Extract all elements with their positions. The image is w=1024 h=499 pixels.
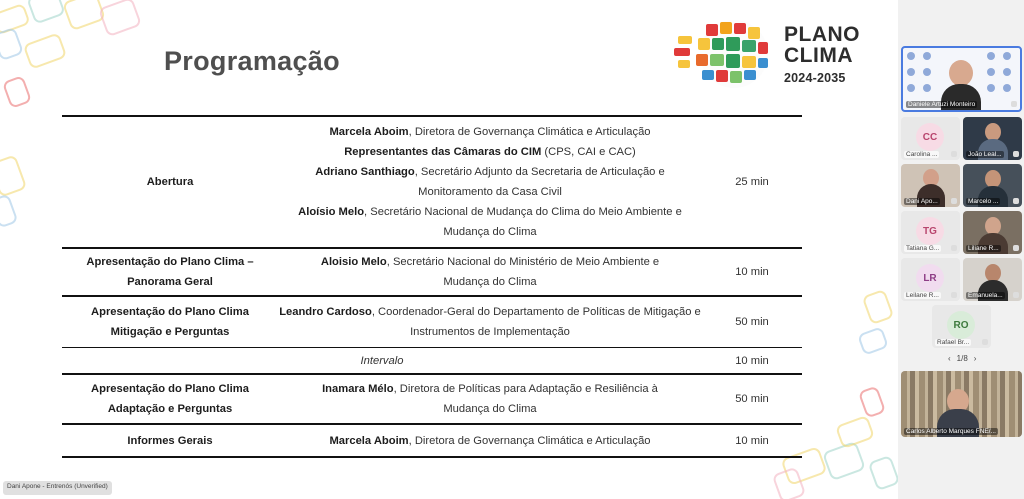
microphone-icon <box>1013 198 1019 204</box>
participant-name: Marcelo ... <box>968 198 999 205</box>
participant-avatar: LR <box>916 264 944 292</box>
microphone-icon <box>951 292 957 298</box>
microphone-icon <box>951 151 957 157</box>
agenda-duration: 10 min <box>735 354 769 367</box>
decorative-tile <box>2 75 32 109</box>
slide-title: Programação <box>164 46 340 76</box>
decorative-tile <box>858 385 886 418</box>
agenda-speakers <box>278 122 702 242</box>
participant-avatar: CC <box>916 123 944 151</box>
participant-tile[interactable] <box>963 164 1022 207</box>
microphone-icon <box>1013 292 1019 298</box>
speaker-name: Aloísio Melo <box>298 206 365 218</box>
active-speaker-tile[interactable] <box>901 46 1022 112</box>
microphone-icon <box>982 339 988 345</box>
speaker-name: Marcela Aboim <box>329 434 409 447</box>
decorative-tile <box>0 27 24 62</box>
speaker-role: , Diretora de Governança Climática e Articulação <box>408 126 651 138</box>
self-view-label: Dani Apone - Entrenós (Unverified) <box>3 481 112 495</box>
participant-name: Leilane R... <box>906 292 939 299</box>
microphone-icon <box>951 245 957 251</box>
participant-video <box>949 60 973 86</box>
agenda-duration: 10 min <box>735 266 769 278</box>
participant-tile[interactable] <box>901 117 960 160</box>
agenda-row <box>62 425 802 458</box>
participant-name: Tatiana G... <box>906 245 940 252</box>
participant-name: Dani Apo... <box>906 198 938 205</box>
decorative-tile <box>98 0 142 37</box>
speaker-name: Aloisio Melo <box>320 256 387 268</box>
agenda-duration: 50 min <box>735 316 769 328</box>
logo-text-clima: CLIMA <box>784 44 853 67</box>
agenda-row <box>62 249 802 297</box>
agenda-interval: Intervalo <box>360 354 404 367</box>
agenda-duration: 25 min <box>735 176 769 188</box>
speaker-line <box>278 122 702 142</box>
decorative-tile <box>868 455 898 491</box>
participant-name: Carlos Alberto Marques FNE/... <box>906 428 996 435</box>
participant-tile[interactable] <box>963 211 1022 254</box>
agenda-topic: Apresentação do Plano Clima – Panorama Geral <box>86 256 254 288</box>
participant-name: Liliane R... <box>968 245 999 252</box>
participant-name: Rafael Br... <box>937 339 970 346</box>
speaker-name: Adriano Santhiago <box>315 166 415 178</box>
speaker-line <box>278 142 702 162</box>
speaker-role: , Secretário Adjunto da Secretaria de Articulação e Monitoramento da Casa Civil <box>414 166 665 198</box>
participant-name: João Leal... <box>968 151 1002 158</box>
participant-tile[interactable] <box>963 258 1022 301</box>
logo-text-plano: PLANO <box>784 23 860 46</box>
participants-panel <box>898 0 1024 499</box>
agenda-row <box>62 115 802 249</box>
agenda-row <box>62 297 802 348</box>
participant-avatar: TG <box>916 217 944 245</box>
participants-pager <box>945 354 979 363</box>
microphone-icon <box>1013 245 1019 251</box>
speaker-line <box>304 379 676 419</box>
participant-name: Emanuela... <box>968 292 1003 299</box>
agenda-row-interval <box>62 348 802 375</box>
decorative-tile <box>835 415 875 449</box>
decorative-tile <box>26 0 66 25</box>
speaker-line <box>278 302 702 342</box>
participant-tile[interactable] <box>901 371 1022 437</box>
speaker-role: , Diretora de Políticas para Adaptação e Resiliência à Mudança do Clima <box>393 383 658 415</box>
microphone-icon <box>1011 101 1017 107</box>
participant-tile[interactable] <box>901 258 960 301</box>
participant-tile[interactable] <box>963 117 1022 160</box>
speaker-name: Leandro Cardoso <box>279 306 372 318</box>
agenda-duration: 10 min <box>735 434 769 447</box>
decorative-tile <box>0 154 27 197</box>
participant-name: Daniele Artuzi Monteiro <box>908 101 976 108</box>
speaker-name: Marcela Aboim <box>329 126 409 138</box>
page-indicator: 1/8 <box>956 354 968 363</box>
speaker-line <box>278 431 702 451</box>
decorative-tile <box>862 289 895 325</box>
chevron-right-icon[interactable]: › <box>973 354 977 363</box>
agenda-speakers <box>278 252 702 292</box>
agenda-speakers <box>278 431 702 451</box>
agenda-table <box>62 115 802 458</box>
microphone-icon <box>1013 151 1019 157</box>
globe-mosaic-icon <box>672 18 782 92</box>
speaker-role: (CPS, CAI e CAC) <box>541 146 636 158</box>
participant-avatar: RO <box>947 311 975 339</box>
decorative-tile <box>857 326 889 356</box>
speaker-role: , Secretário Nacional do Ministério de Meio Ambiente e Mudança do Clima <box>386 256 660 288</box>
decorative-tile <box>0 193 19 228</box>
speaker-line <box>278 162 702 202</box>
logo-years: 2024-2035 <box>784 71 846 85</box>
agenda-topic: Informes Gerais <box>127 434 213 447</box>
agenda-duration: 50 min <box>735 393 769 405</box>
participant-name: Carolina ... <box>906 151 938 158</box>
microphone-icon <box>951 198 957 204</box>
agenda-topic: Apresentação do Plano Clima Adaptação e Perguntas <box>91 383 249 415</box>
participant-tile[interactable] <box>901 164 960 207</box>
chevron-left-icon[interactable]: ‹ <box>948 354 951 363</box>
speaker-line <box>304 252 676 292</box>
speaker-name: Inamara Mélo <box>322 383 394 395</box>
agenda-speakers <box>278 379 702 419</box>
agenda-row <box>62 375 802 425</box>
participant-tile[interactable] <box>901 211 960 254</box>
decorative-tile <box>23 32 68 69</box>
speaker-name: Representantes das Câmaras do CIM <box>344 146 542 158</box>
agenda-topic: Abertura <box>146 176 194 188</box>
speaker-role: , Coordenador-Geral do Departamento de Políticas de Mitigação e Instrumentos de Implementação <box>371 306 701 338</box>
speaker-role: , Secretário Nacional de Mudança do Clima do Meio Ambiente e Mudança do Clima <box>364 206 682 238</box>
plano-clima-logo <box>672 18 872 92</box>
participant-tile[interactable] <box>932 305 991 348</box>
agenda-speakers <box>278 302 702 342</box>
speaker-line <box>278 202 702 242</box>
speaker-role: , Diretora de Governança Climática e Articulação <box>408 434 651 447</box>
agenda-topic: Apresentação do Plano Clima Mitigação e Perguntas <box>91 306 249 338</box>
